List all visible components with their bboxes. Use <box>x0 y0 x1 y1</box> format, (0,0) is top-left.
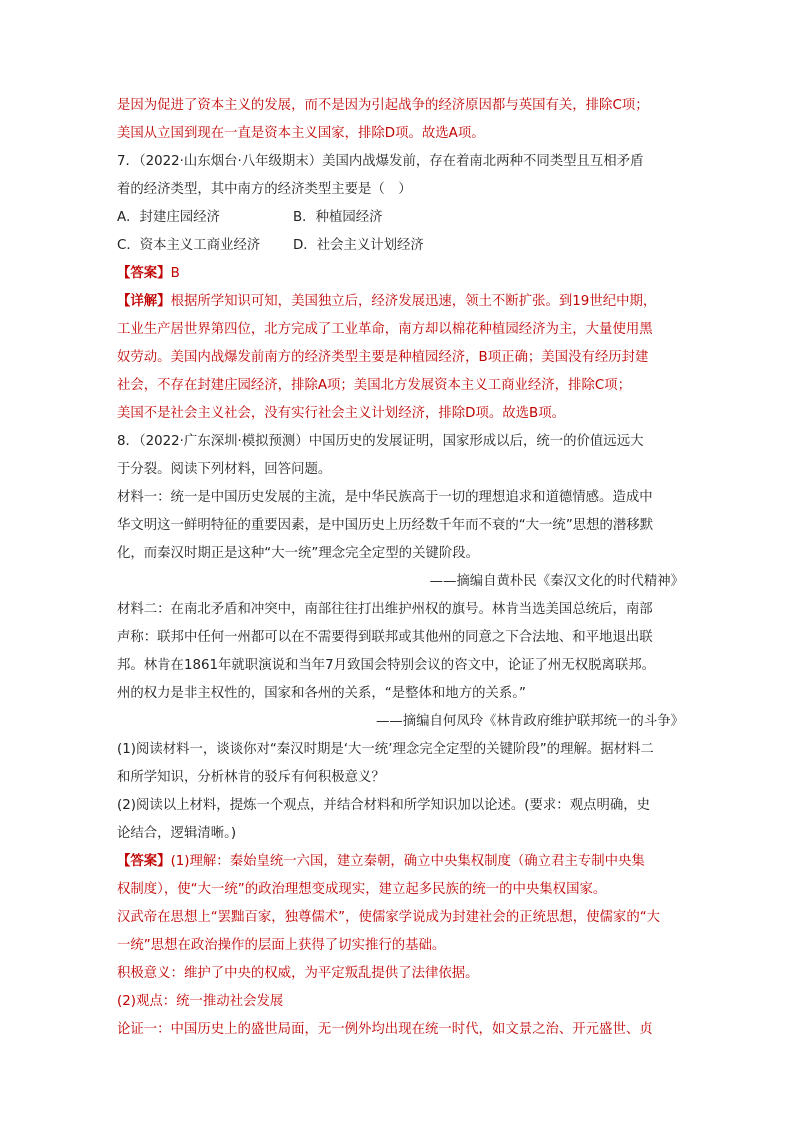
q7-option-d: D．社会主义计划经济 <box>293 238 424 253</box>
q8-subquestion-2: 论结合，逻辑清晰。) <box>117 826 237 841</box>
answer-tag: 【答案】 <box>117 854 171 869</box>
q8-answer-line: 积极意义：维护了中央的权威，为平定叛乱提供了法律依据。 <box>117 966 479 981</box>
q8-material-1: 化，而秦汉时期正是这种“大一统”理念完全定型的关键阶段。 <box>117 546 480 561</box>
q7-explanation-line: 社会，不存在封建庄园经济，排除A项；美国北方发展资本主义工商业经济，排除C项； <box>117 378 631 393</box>
q8-material-2-source: ——摘编自何凤玲《林肯政府维护联邦统一的斗争》 <box>376 714 684 729</box>
q8-answer-text: (1)理解：秦始皇统一六国，建立秦朝，确立中央集权制度（确立君主专制中央集 <box>170 854 645 869</box>
q7-explanation-text: 根据所学知识可知，美国独立后，经济发展迅速，领土不断扩张。到19世纪中期， <box>170 294 657 309</box>
q7-explanation-line: 工业生产居世界第四位，北方完成了工业革命，南方却以棉花种植园经济为主，大量使用黑 <box>117 322 653 337</box>
q7-explanation-line: 美国不是社会主义社会，没有实行社会主义计划经济，排除D项。故选B项。 <box>117 406 565 421</box>
q8-material-2: 州的权力是非主权性的，国家和各州的关系，“是整体和地方的关系。” <box>117 686 526 701</box>
q8-material-1-source: ——摘编自黄朴民《秦汉文化的时代精神》 <box>429 574 684 589</box>
q7-option-b: B．种植园经济 <box>293 210 383 225</box>
prev-explanation-line: 是因为促进了资本主义的发展，而不是因为引起战争的经济原因都与英国有关，排除C项； <box>117 98 649 113</box>
q8-stem: 8．（2022·广东深圳·模拟预测）中国历史的发展证明，国家形成以后，统一的价值远远大 <box>117 434 644 449</box>
q8-answer-line: 一统”思想在政治操作的层面上获得了切实推行的基础。 <box>117 938 446 953</box>
explanation-tag: 【详解】 <box>117 294 171 309</box>
q8-subquestion-1: (1)阅读材料一，谈谈你对“秦汉时期是‘大一统’理念完全定型的关键阶段”的理解。据材料二 <box>117 742 654 757</box>
prev-explanation-line: 美国从立国到现在一直是资本主义国家，排除D项。故选A项。 <box>117 126 485 141</box>
q8-stem: 于分裂。阅读下列材料，回答问题。 <box>117 462 332 477</box>
q7-explanation <box>117 288 684 316</box>
q8-subquestion-1: 和所学知识，分析林肯的驳斥有何积极意义？ <box>117 770 385 785</box>
q7-options-row-1 <box>117 204 684 232</box>
q7-option-a: A．封建庄园经济 <box>117 210 220 225</box>
q7-stem: 7．（2022·山东烟台·八年级期末）美国内战爆发前，存在着南北两种不同类型且互相矛盾 <box>117 154 644 169</box>
q8-answer-line: 权制度），使“大一统”的政治理想变成现实，建立起多民族的统一的中央集权国家。 <box>117 882 607 897</box>
q8-material-1: 材料一：统一是中国历史发展的主流，是中华民族高于一切的理想追求和道德情感。造成中 <box>117 490 653 505</box>
q8-answer-line: 论证一：中国历史上的盛世局面，无一例外均出现在统一时代，如文景之治、开元盛世、贞 <box>117 1022 653 1037</box>
q7-explanation-line: 奴劳动。美国内战爆发前南方的经济类型主要是种植园经济，B项正确；美国没有经历封建 <box>117 350 649 365</box>
q8-answer <box>117 848 684 876</box>
q7-option-c: C．资本主义工商业经济 <box>117 238 261 253</box>
q8-answer-line: (2)观点：统一推动社会发展 <box>117 994 284 1009</box>
q7-answer-value: B <box>170 266 180 281</box>
q8-subquestion-2: (2)阅读以上材料，提炼一个观点，并结合材料和所学知识加以论述。(要求：观点明确，史 <box>117 798 651 813</box>
q8-material-2: 材料二：在南北矛盾和冲突中，南部往往打出维护州权的旗号。林肯当选美国总统后，南部 <box>117 602 653 617</box>
q7-stem: 着的经济类型，其中南方的经济类型主要是（ ） <box>117 182 412 197</box>
q8-answer-line: 汉武帝在思想上“罢黜百家，独尊儒术”，使儒家学说成为封建社会的正统思想，使儒家的“大 <box>117 910 661 925</box>
q7-options-row-2 <box>117 232 684 260</box>
q7-answer <box>117 260 684 288</box>
q8-material-2: 声称：联邦中任何一州都可以在不需要得到联邦或其他州的同意之下合法地、和平地退出联 <box>117 630 653 645</box>
q8-material-2: 邦。林肯在1861年就职演说和当年7月致国会特别会议的咨文中，论证了州无权脱离联邦。 <box>117 658 656 673</box>
answer-tag: 【答案】 <box>117 266 171 281</box>
q8-material-1: 华文明这一鲜明特征的重要因素，是中国历史上历经数千年而不衰的“大一统”思想的潜移默 <box>117 518 654 533</box>
